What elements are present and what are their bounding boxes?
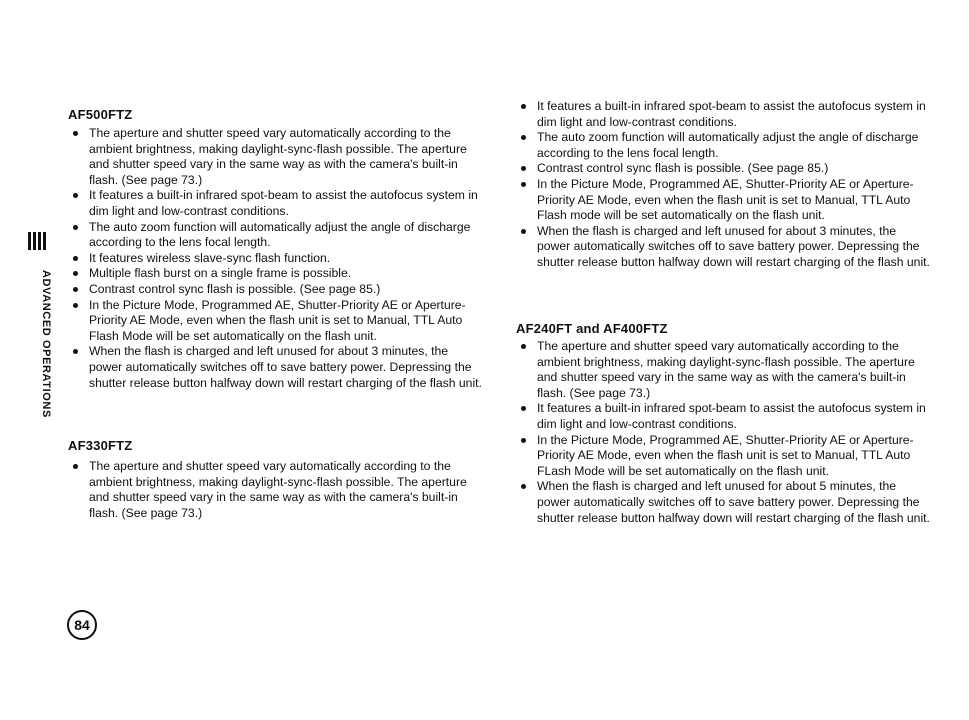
list-item: It features a built-in infrared spot-beam to assist the autofocus system in dim light and low-contrast conditions. [516, 401, 930, 432]
chapter-bar [43, 232, 46, 250]
section-title-af500ftz: AF500FTZ [68, 107, 133, 122]
list-item: It features a built-in infrared spot-beam to assist the autofocus system in dim light and low-contrast conditions. [516, 99, 930, 130]
list-item: When the flash is charged and left unused for about 3 minutes, the power automatically switches off to save battery power. Depressing the shutter release button halfway down will restart charging of the flash unit. [516, 224, 930, 271]
af330ftz-feature-list [68, 459, 483, 521]
chapter-side-tab [24, 232, 52, 418]
list-item: In the Picture Mode, Programmed AE, Shutter-Priority AE or Aperture-Priority AE Mode, even when the flash unit is set to Manual, TTL Auto FLash Mode will be set automatically on the flash unit. [516, 433, 930, 480]
list-item: It features a built-in infrared spot-beam to assist the autofocus system in dim light and low-contrast conditions. [68, 188, 483, 219]
list-item: The auto zoom function will automatically adjust the angle of discharge according to the lens focal length. [68, 220, 483, 251]
list-item: In the Picture Mode, Programmed AE, Shutter-Priority AE or Aperture-Priority AE Mode, even when the flash unit is set to Manual, TTL Auto Flash Mode will be set automatically on the flash unit. [68, 298, 483, 345]
section-title-af330ftz: AF330FTZ [68, 438, 133, 453]
chapter-bar [33, 232, 36, 250]
list-item: The aperture and shutter speed vary automatically according to the ambient brightness, making daylight-sync-flash possible. The aperture and shutter speed vary in the same way as with the camera's built-in flash. (See page 73.) [516, 339, 930, 401]
af330ftz-feature-list-continued [516, 99, 930, 271]
list-item: The auto zoom function will automatically adjust the angle of discharge according to the lens focal length. [516, 130, 930, 161]
list-item: The aperture and shutter speed vary automatically according to the ambient brightness, making daylight-sync-flash possible. The aperture and shutter speed vary in the same way as with the camera's built-in flash. (See page 73.) [68, 459, 483, 521]
list-item: The aperture and shutter speed vary automatically according to the ambient brightness, making daylight-sync-flash possible. The aperture and shutter speed vary in the same way as with the camera's built-in flash. (See page 73.) [68, 126, 483, 188]
page-number: 84 [67, 610, 97, 640]
af500ftz-feature-list [68, 126, 483, 391]
list-item: When the flash is charged and left unused for about 3 minutes, the power automatically switches off to save battery power. Depressing the shutter release button halfway down will restart charging of the flash unit. [68, 344, 483, 391]
list-item: Contrast control sync flash is possible. (See page 85.) [68, 282, 483, 298]
af240ft-af400ftz-feature-list [516, 339, 930, 526]
chapter-label: ADVANCED OPERATIONS [40, 270, 52, 418]
list-item: In the Picture Mode, Programmed AE, Shutter-Priority AE or Aperture-Priority AE Mode, even when the flash unit is set to Manual, TTL Auto Flash mode will be set automatically on the flash unit. [516, 177, 930, 224]
chapter-bar [28, 232, 31, 250]
list-item: Contrast control sync flash is possible. (See page 85.) [516, 161, 930, 177]
chapter-marker-bars [28, 232, 48, 250]
section-title-af240ft-af400ftz: AF240FT and AF400FTZ [516, 321, 668, 336]
list-item: When the flash is charged and left unused for about 5 minutes, the power automatically switches off to save battery power. Depressing the shutter release button halfway down will restart charging of the flash unit. [516, 479, 930, 526]
list-item: It features wireless slave-sync flash function. [68, 251, 483, 267]
chapter-bar [38, 232, 41, 250]
list-item: Multiple flash burst on a single frame is possible. [68, 266, 483, 282]
